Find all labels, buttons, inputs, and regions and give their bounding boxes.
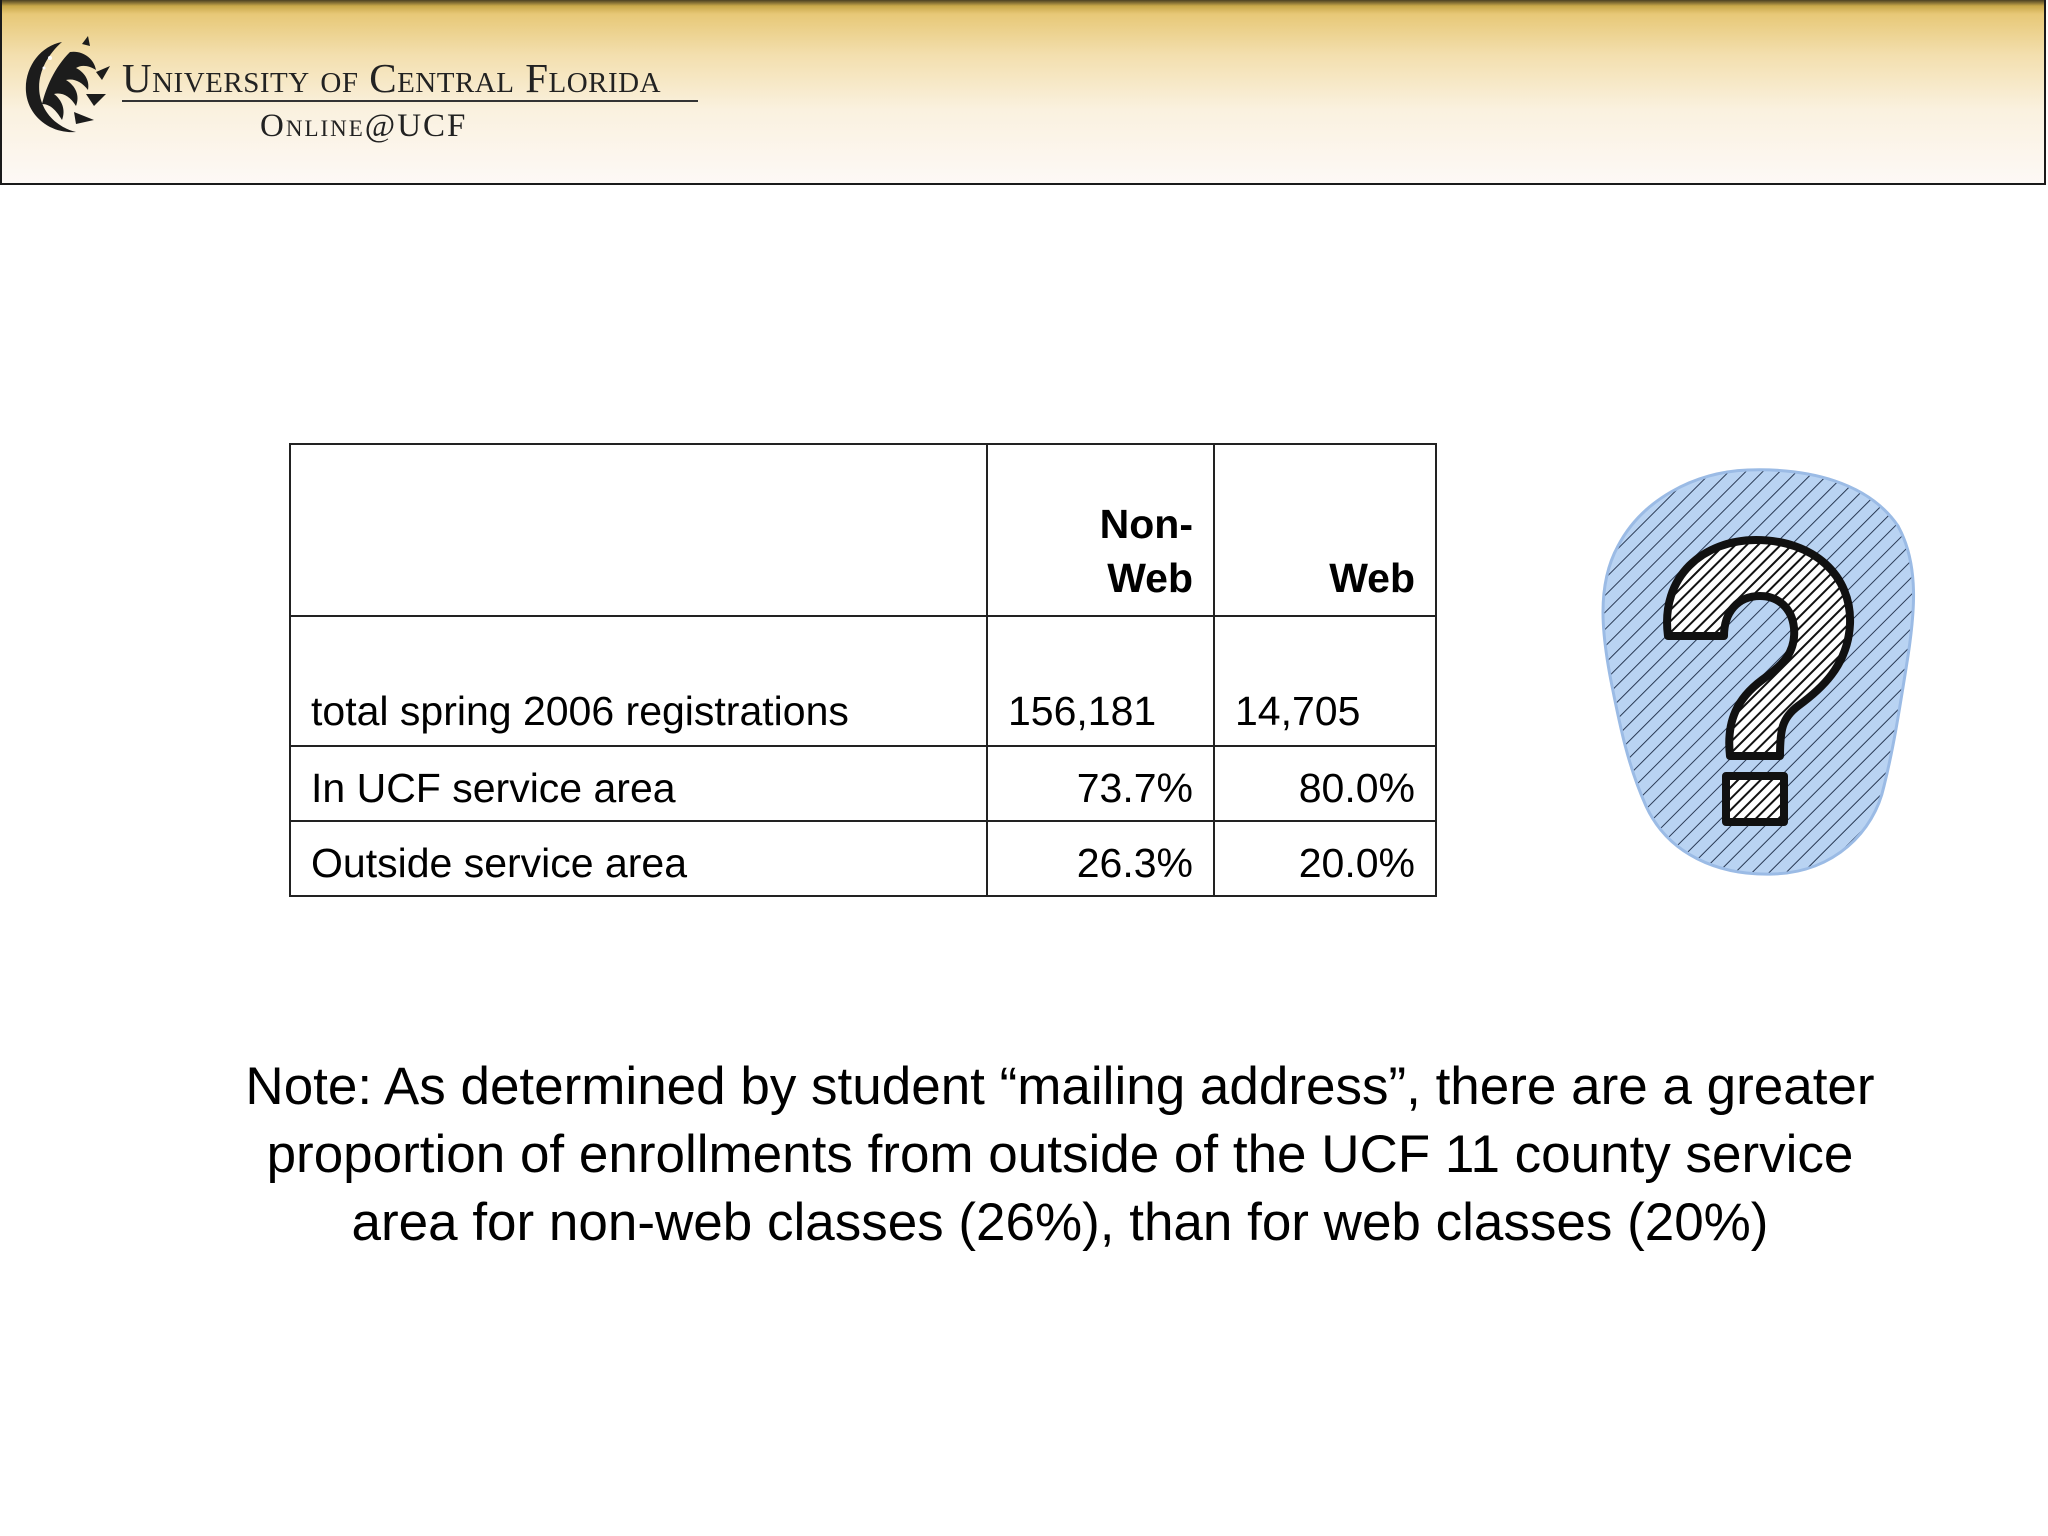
university-name: University of Central Florida xyxy=(122,55,662,101)
row-label: Outside service area xyxy=(290,821,987,896)
row-nonweb-value: 156,181 xyxy=(987,616,1214,746)
header-rule xyxy=(122,100,698,102)
header-nonweb-line1: Non- xyxy=(1099,501,1193,547)
header-nonweb-line2: Web xyxy=(1107,555,1193,601)
row-nonweb-value: 26.3% xyxy=(987,821,1214,896)
table-row xyxy=(290,821,1436,896)
slide-header xyxy=(0,0,2046,185)
question-mark-icon xyxy=(1598,466,1916,876)
online-ucf-subtitle: Online@UCF xyxy=(260,108,468,144)
registrations-table xyxy=(289,443,1437,897)
note-line-2: proportion of enrollments from outside of the UCF 11 county service xyxy=(266,1125,1854,1184)
note-line-3: area for non-web classes (26%), than for web classes (20%) xyxy=(351,1193,1769,1252)
pegasus-logo-icon xyxy=(10,32,114,140)
row-label: In UCF service area xyxy=(290,746,987,821)
row-web-value: 80.0% xyxy=(1214,746,1436,821)
table-row xyxy=(290,616,1436,746)
header-cell-web: Web xyxy=(1214,444,1436,616)
row-label: total spring 2006 registrations xyxy=(290,616,987,746)
table-row xyxy=(290,746,1436,821)
table-header-row xyxy=(290,444,1436,616)
row-nonweb-value: 73.7% xyxy=(987,746,1214,821)
note-line-1: Note: As determined by student “mailing address”, there are a greater xyxy=(245,1057,1875,1116)
note-text xyxy=(140,1053,1980,1257)
row-web-value: 14,705 xyxy=(1214,616,1436,746)
header-cell-nonweb xyxy=(987,444,1214,616)
row-web-value: 20.0% xyxy=(1214,821,1436,896)
header-cell-empty xyxy=(290,444,987,616)
